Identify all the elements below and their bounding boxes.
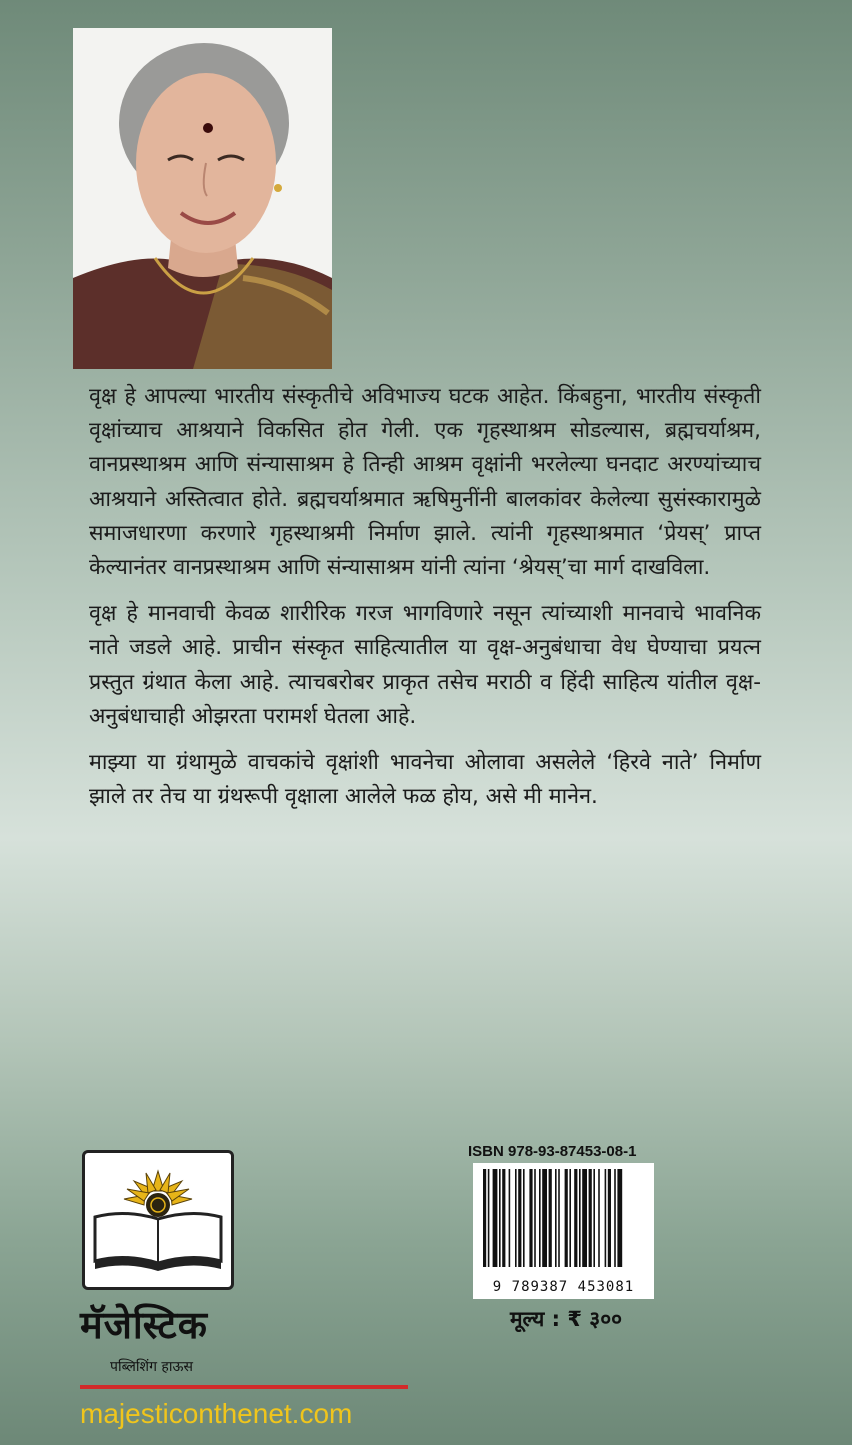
barcode-bar — [593, 1169, 595, 1267]
barcode-bar — [542, 1169, 547, 1267]
barcode-bar — [582, 1169, 587, 1267]
barcode-bar — [549, 1169, 552, 1267]
publisher-name: मॅजेस्टिक — [80, 1303, 208, 1347]
barcode-bar — [608, 1169, 611, 1267]
barcode-digits: 9 789387 453081 — [492, 1279, 635, 1295]
isbn-label: ISBN 978-93-87453-08-1 — [468, 1143, 637, 1160]
sunflower-book-logo — [82, 1150, 234, 1290]
barcode-bar — [589, 1169, 592, 1267]
barcode-bar — [483, 1169, 486, 1267]
barcode-bars — [473, 1163, 654, 1275]
blurb-paragraph: वृक्ष हे मानवाची केवळ शारीरिक गरज भागविणारे नसून त्यांच्याशी मानवाचे भावनिक नाते जडले आहे. प्राचीन संस्कृत साहित्यातील या वृक्ष-अनुबंधाचा वेध घेण्याचा प्रयत्न प्रस्तुत ग्रंथात केला आहे. त्याचबरोबर प्राकृत तसेच मराठी व हिंदी साहित्य यांतील वृक्ष-अनुबंधाचाही ओझरता परामर्श घेतला आहे. — [89, 601, 761, 729]
publisher-website: majesticonthenet.com — [80, 1398, 353, 1429]
barcode-bar — [515, 1169, 517, 1267]
barcode-bar — [598, 1169, 600, 1267]
barcode-bar — [569, 1169, 571, 1267]
barcode-bar — [502, 1169, 505, 1267]
publisher-subtitle: पब्लिशिंग हाऊस — [110, 1359, 193, 1375]
price: मूल्य : ₹ ३०० — [510, 1307, 623, 1331]
barcode-bar — [499, 1169, 501, 1267]
barcode-bar — [488, 1169, 490, 1267]
barcode-bar — [558, 1169, 560, 1267]
barcode-bar — [534, 1169, 536, 1267]
barcode-bar — [555, 1169, 557, 1267]
barcode-bar — [605, 1169, 607, 1267]
barcode-bar — [574, 1169, 577, 1267]
barcode-bar — [529, 1169, 532, 1267]
barcode-bar — [518, 1169, 521, 1267]
barcode-bar — [509, 1169, 511, 1267]
barcode-bar — [539, 1169, 541, 1267]
barcode-bar — [617, 1169, 622, 1267]
barcode — [473, 1163, 654, 1299]
barcode-bar — [523, 1169, 525, 1267]
blurb-paragraph: वृक्ष हे आपल्या भारतीय संस्कृतीचे अविभाज्य घटक आहेत. किंबहुना, भारतीय संस्कृती वृक्षांच्याच आश्रयाने विकसित होत गेली. एक गृहस्थाश्रम सोडल्यास, ब्रह्मचर्याश्रम, वानप्रस्थाश्रम आणि संन्यासाश्रम हे तिन्ही आश्रम वृक्षांनी भरलेल्या घनदाट अरण्यांच्याच आश्रयाने अस्तित्वात होते. ब्रह्मचर्याश्रमात ऋषिमुनींनी बालकांवर केलेल्या सुसंस्कारामुळे समाजधारणा करणारे गृहस्थाश्रमी निर्माण झाले. त्यांनी गृहस्थाश्रमात ‘प्रेयस्’ प्राप्त केल्यानंतर वानप्रस्थाश्रम आणि संन्यासाश्रम यांनी त्यांना ‘श्रेयस्’चा मार्ग दाखविला. — [89, 384, 761, 581]
barcode-bar — [565, 1169, 568, 1267]
blurb-paragraph: माझ्या या ग्रंथामुळे वाचकांचे वृक्षांशी भावनेचा ओलावा असलेले ‘हिरवे नाते’ निर्माण झाले तर तेच या ग्रंथरूपी वृक्षाला आलेले फळ होय, असे मी मानेन. — [89, 750, 761, 810]
barcode-bar — [493, 1169, 498, 1267]
barcode-bar — [579, 1169, 581, 1267]
barcode-bar — [614, 1169, 616, 1267]
divider — [80, 1385, 408, 1389]
author-photo — [73, 28, 332, 369]
back-cover-blurb — [89, 380, 761, 826]
